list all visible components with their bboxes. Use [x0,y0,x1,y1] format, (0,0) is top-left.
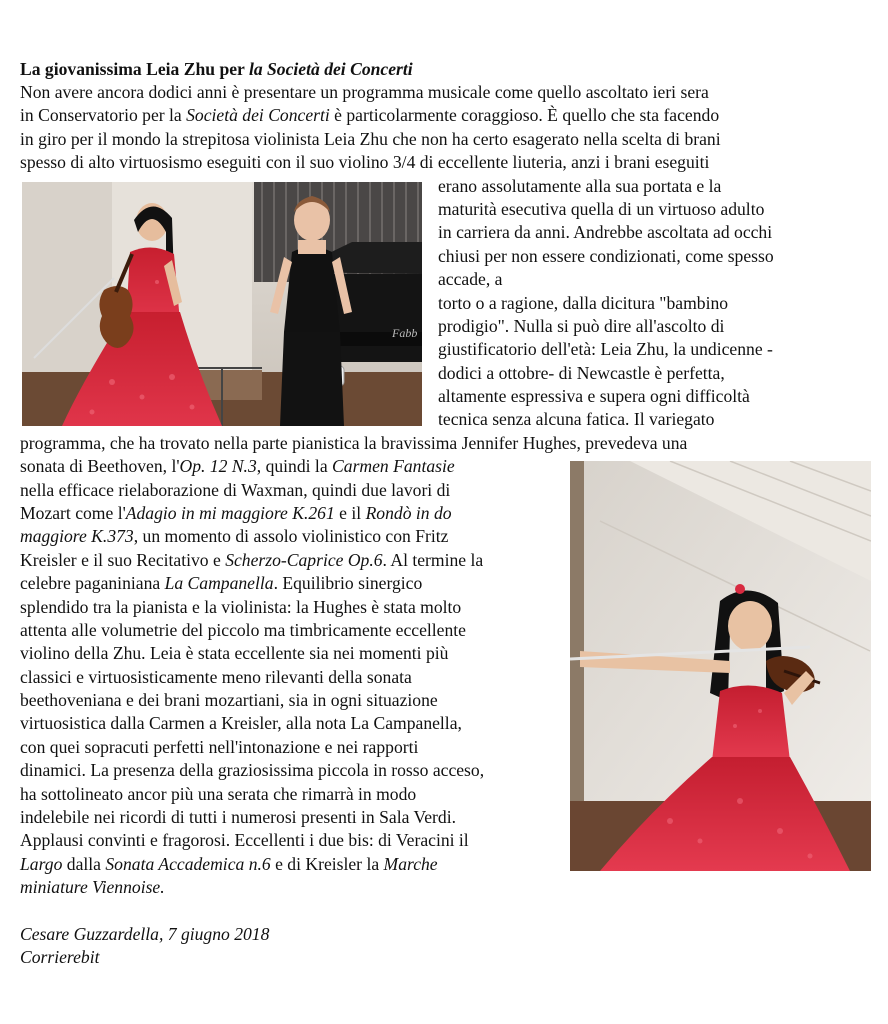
headline-bold: La giovanissima Leia Zhu per [20,59,249,79]
text-line: Applausi convinti e fragorosi. Eccellenti i due bis: di Veracini il [20,830,469,850]
text-span: celebre paganiniana [20,573,165,593]
text-italic: La Campanella [164,573,274,593]
author-date [20,923,269,947]
text-span: , un momento di assolo violinistico con Fritz [133,526,449,546]
text-line [20,455,455,479]
source [20,946,100,970]
text-line: in giro per il mondo la strepitosa violinista Leia Zhu che non ha certo esagerato nella scelta di brani [20,129,721,149]
text-line: prodigio". Nulla si può dire all'ascolto di [438,316,725,336]
text-italic: Largo [20,854,63,874]
text-line [20,104,719,128]
text-italic: maggiore K.373 [20,526,134,546]
text-italic: Marche [383,854,438,874]
text-line: spesso di alto virtuosismo eseguiti con il suo violino 3/4 di eccellente liuteria, anzi i brani eseguiti [20,152,710,172]
text-line: ha sottolineato ancor più una serata che rimarrà in modo [20,784,417,804]
text-italic: Scherzo-Caprice Op.6 [225,550,383,570]
text-line: in carriera da anni. Andrebbe ascoltata ad occhi [438,222,773,242]
text-line: accade, a [438,269,503,289]
photo-violinist-playing [570,461,871,871]
text-span: è particolarmente coraggioso. È quello che sta facendo [329,105,720,125]
text-line: con quei sopracuti perfetti nell'intonazione e nei rapporti [20,737,419,757]
text-span: in Conservatorio per la [20,105,187,125]
text-italic: Op. 12 N.3 [179,456,257,476]
text-italic: Sonata Accademica n.6 [105,854,271,874]
text-line [20,502,452,526]
article-headline [20,58,413,82]
text-italic: Adagio in mi maggiore K.261 [125,503,335,523]
text-line: attenta alle volumetrie del piccolo ma timbricamente eccellente [20,620,466,640]
text-line: nella efficace rielaborazione di Waxman, quindi due lavori di [20,480,451,500]
text-span: e di Kreisler la [270,854,384,874]
text-line: Non avere ancora dodici anni è presentare un programma musicale come quello ascoltato ieri sera [20,82,709,102]
text-span: . Al termine la [382,550,484,570]
text-line: altamente espressiva e supera ogni difficoltà [438,386,750,406]
text-span: Kreisler e il suo Recitativo e [20,550,226,570]
text-span: sonata di Beethoven, l' [20,456,180,476]
text-line [20,572,422,596]
piano-brand-label: Fabb [392,326,418,340]
text-line [20,549,483,573]
text-italic: Carmen Fantasie [332,456,455,476]
author-date-text: Cesare Guzzardella, 7 giugno 2018 [20,924,270,944]
text-line [20,876,165,900]
text-italic: Rondò in do [365,503,452,523]
text-line: erano assolutamente alla sua portata e la [438,176,722,196]
text-line: violino della Zhu. Leia è stata eccellente sia nei momenti più [20,643,449,663]
text-line: tecnica senza alcuna fatica. Il variegato [438,409,715,429]
photo-violinist-and-pianist [22,182,422,426]
text-line: beethoveniana e dei brani mozartiani, sia in ogni situazione [20,690,438,710]
text-span: . Equilibrio sinergico [273,573,423,593]
text-span: dalla [62,854,106,874]
photo-violinist-and-pianist-illustration [22,182,422,426]
text-line: splendido tra la pianista e la violinista: la Hughes è stata molto [20,597,462,617]
headline-italic: la Società dei Concerti [248,59,413,79]
text-span: , quindi la [256,456,333,476]
source-text: Corrierebit [20,947,100,967]
text-line: programma, che ha trovato nella parte pianistica la bravissima Jennifer Hughes, prevedeva una [20,433,688,453]
text-span: e il [334,503,366,523]
text-line: chiusi per non essere condizionati, come spesso [438,246,774,266]
text-line: virtuosistica dalla Carmen a Kreisler, alla nota La Campanella, [20,713,462,733]
text-italic: Società dei Concerti [186,105,330,125]
text-line: torto o a ragione, dalla dicitura "bambino [438,293,729,313]
text-line: indelebile nei ricordi di tutti i numerosi presenti in Sala Verdi. [20,807,457,827]
text-italic: miniature Viennoise. [20,877,165,897]
text-line [20,853,438,877]
text-line [20,525,448,549]
photo-violinist-playing-illustration [570,461,871,871]
text-line: dinamici. La presenza della graziosissima piccola in rosso acceso, [20,760,485,780]
text-span: Mozart come l' [20,503,126,523]
text-line: classici e virtuosisticamente meno rilevanti della sonata [20,667,412,687]
text-line: dodici a ottobre- di Newcastle è perfetta, [438,363,725,383]
text-line: giustificatorio dell'età: Leia Zhu, la undicenne - [438,339,773,359]
text-line: maturità esecutiva quella di un virtuoso adulto [438,199,765,219]
